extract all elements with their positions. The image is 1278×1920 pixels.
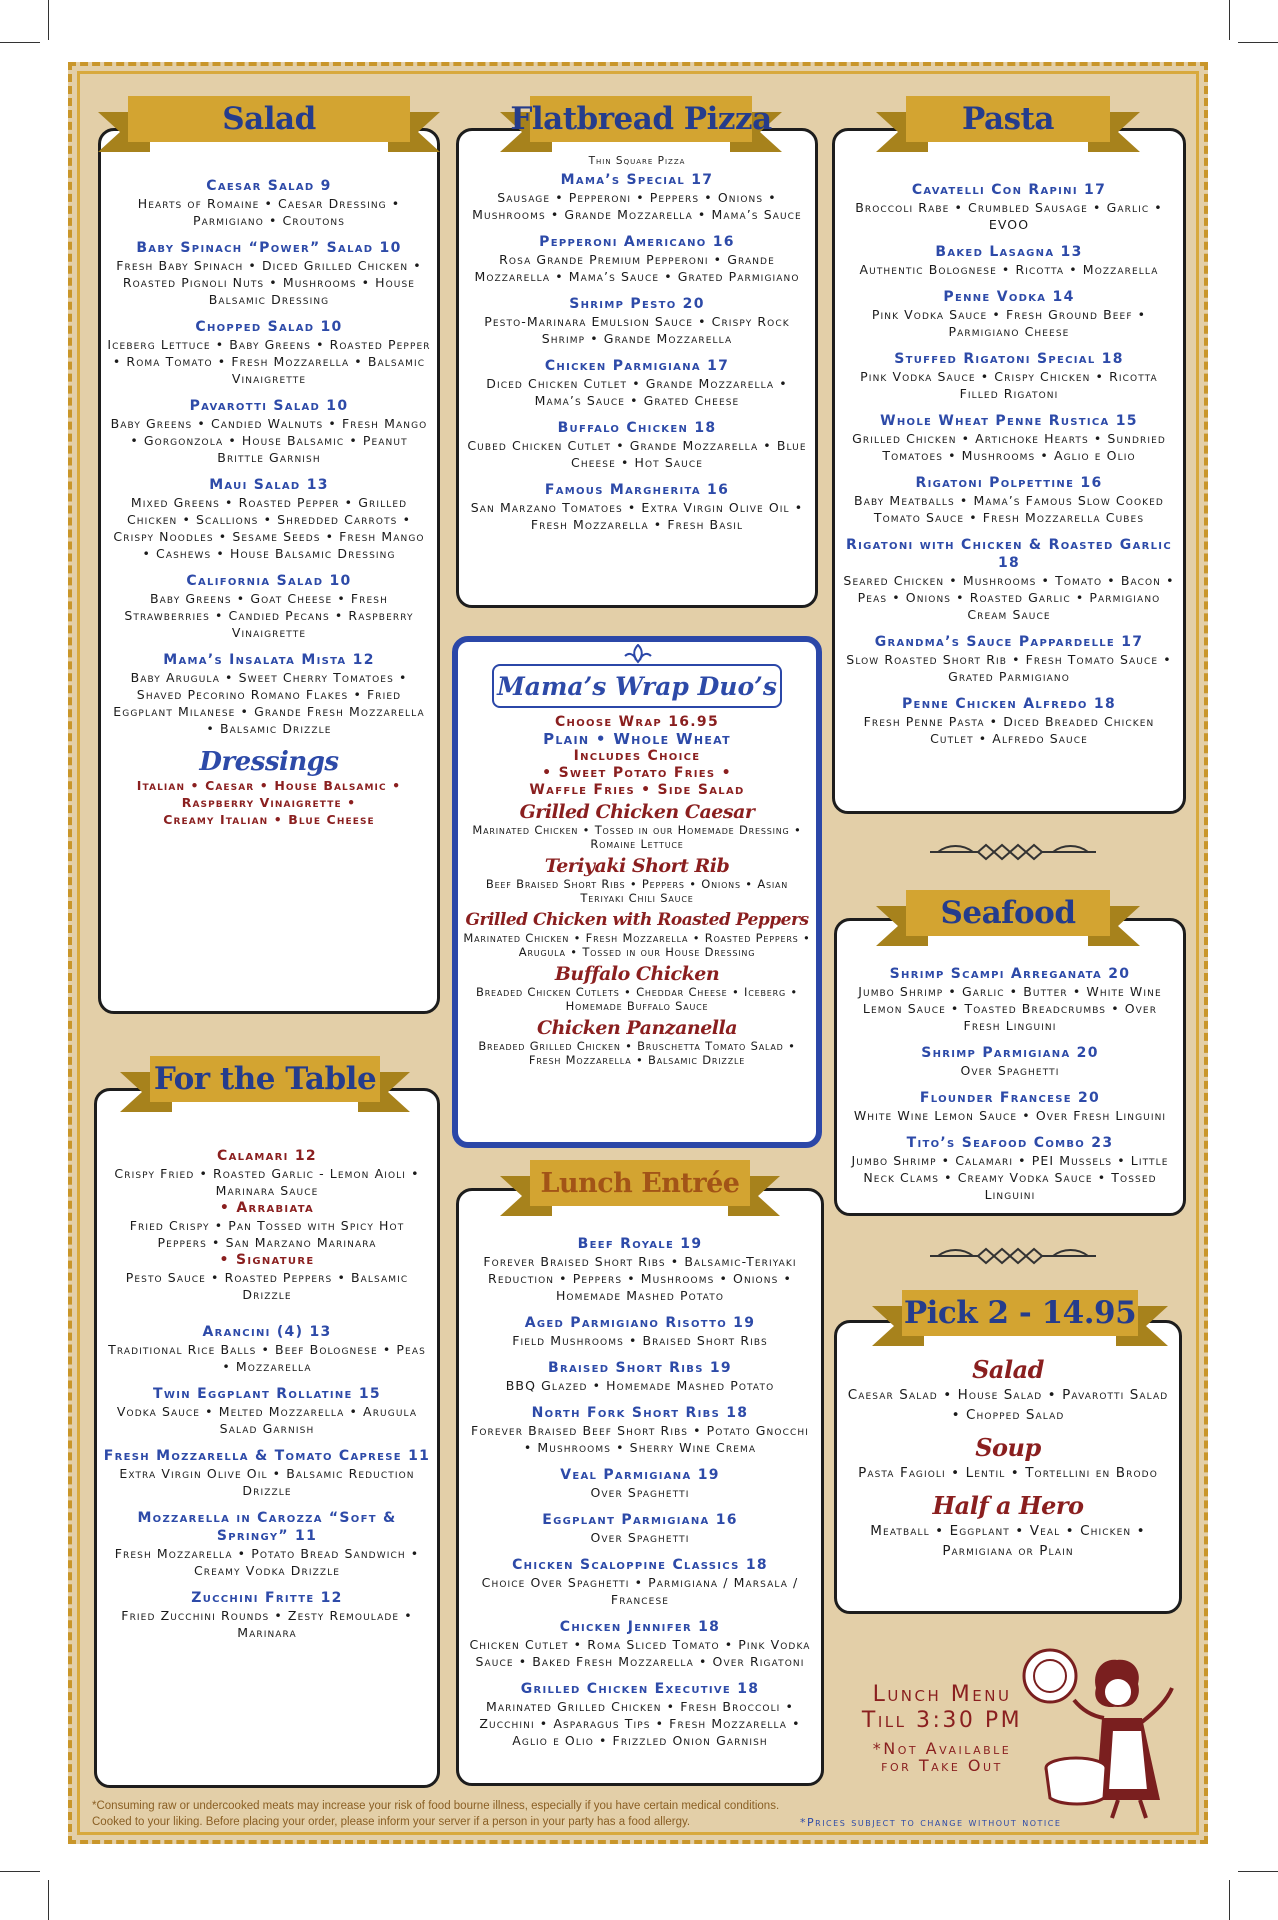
item-desc: Jumbo Shrimp • Garlic • Butter • White Wine Lemon Sauce • Toasted Breadcrumbs • Over Fresh Linguini	[858, 984, 1162, 1033]
lunch-entree-item	[465, 1511, 815, 1546]
wrap-name: Chicken Panzanella	[536, 1017, 738, 1039]
flatbread-subtitle: Thin Square Pizza	[588, 155, 686, 167]
item-desc: Baby Greens • Goat Cheese • Fresh Strawberries • Candied Pecans • Raspberry Vinaigrette	[124, 591, 414, 640]
item-desc: Fresh Penne Pasta • Diced Breaded Chicken Cutlet • Alfredo Sauce	[863, 714, 1155, 746]
flatbread-item	[465, 233, 809, 285]
item-name: Baked Lasagna 13	[935, 244, 1083, 260]
item-desc: Field Mushrooms • Braised Short Ribs	[512, 1333, 768, 1348]
salad-item	[107, 318, 431, 387]
item-desc: BBQ Glazed • Homemade Mashed Potato	[505, 1378, 775, 1393]
pasta-item	[841, 536, 1177, 623]
for-table-card	[94, 1088, 440, 1788]
item-desc: Vodka Sauce • Melted Mozzarella • Arugula Salad Garnish	[116, 1404, 418, 1436]
lunch-entree-card	[456, 1188, 824, 1786]
item-name: Twin Eggplant Rollatine 15	[153, 1386, 381, 1402]
for-table-ribbon	[120, 1056, 410, 1112]
seafood-item	[843, 1089, 1177, 1124]
item-desc: Sausage • Pepperoni • Peppers • Onions • Mushrooms • Grande Mozzarella • Mama’s Sauce	[472, 190, 802, 222]
item-name: Braised Short Ribs 19	[548, 1360, 732, 1376]
item-desc: Rosa Grande Premium Pepperoni • Grande Mozzarella • Mama’s Sauce • Grated Parmigiano	[474, 252, 800, 284]
wrap-name: Teriyaki Short Rib	[544, 855, 730, 877]
salad-item	[107, 239, 431, 308]
item-desc: Chicken Cutlet • Roma Sliced Tomato • Pink Vodka Sauce • Baked Fresh Mozzarella • Over Rigatoni	[469, 1637, 811, 1669]
wrap-desc: Marinated Chicken • Tossed in our Homemade Dressing • Romaine Lettuce	[472, 823, 802, 851]
dressings-line: Raspberry Vinaigrette •	[181, 795, 357, 810]
lunch-menu-line: for Take Out	[881, 1756, 1003, 1775]
lunch-entree-item	[465, 1618, 815, 1670]
item-desc: Hearts of Romaine • Caesar Dressing • Parmigiano • Croutons	[137, 196, 401, 228]
item-name: North Fork Short Ribs 18	[531, 1405, 749, 1421]
item-name: Grandma’s Sauce Pappardelle 17	[874, 634, 1144, 650]
calamari-option: • Signature	[219, 1252, 315, 1268]
lunch-menu-line: Till 3:30 PM	[861, 1708, 1023, 1733]
item-name: Shrimp Parmigiana 20	[921, 1045, 1099, 1061]
crop-mark	[48, 0, 49, 40]
item-desc: Pesto-Marinara Emulsion Sauce • Crispy Rock Shrimp • Grande Mozzarella	[484, 314, 790, 346]
fleur-ornament	[623, 644, 653, 664]
item-desc: Traditional Rice Balls • Beef Bolognese • Peas • Mozzarella	[108, 1342, 426, 1374]
seafood-item	[843, 965, 1177, 1034]
wrap-name: Grilled Chicken Caesar	[519, 801, 755, 823]
item-name: Shrimp Pesto 20	[569, 296, 705, 312]
crop-mark	[0, 1871, 40, 1872]
salad-ribbon	[98, 96, 440, 152]
pasta-item	[841, 474, 1177, 526]
dressings-title: Dressings	[199, 747, 339, 777]
item-name: Mozzarella in Carozza “Soft & Springy” 11	[137, 1510, 397, 1544]
item-desc: Diced Chicken Cutlet • Grande Mozzarella • Mama’s Sauce • Grated Cheese	[486, 376, 788, 408]
for-table-item	[103, 1589, 431, 1641]
item-desc: Jumbo Shrimp • Calamari • PEI Mussels • Little Neck Clams • Creamy Vodka Sauce • Tossed Linguini	[851, 1153, 1169, 1202]
item-desc: Fried Zucchini Rounds • Zesty Remoulade • Marinara	[121, 1608, 413, 1640]
flatbread-item	[465, 419, 809, 471]
salad-items	[101, 177, 437, 737]
item-desc: Baby Arugula • Sweet Cherry Tomatoes • Shaved Pecorino Romano Flakes • Fried Eggplant Milanese • Grande Fresh Mozzarella • Balsamic Drizzle	[113, 670, 425, 736]
lunch-entree-item	[465, 1404, 815, 1456]
section-title: Pick 2 - 14.95	[902, 1290, 1138, 1336]
item-name: Shrimp Scampi Arreganata 20	[889, 966, 1131, 982]
pasta-items	[835, 181, 1183, 747]
item-name: Fresh Mozzarella & Tomato Caprese 11	[103, 1448, 431, 1464]
dressings-list	[101, 777, 437, 828]
wrap-card	[452, 636, 822, 1148]
wrap-sides: Waffle Fries • Side Salad	[529, 782, 745, 798]
item-desc: San Marzano Tomatoes • Extra Virgin Olive Oil • Fresh Mozzarella • Fresh Basil	[470, 500, 804, 532]
item-desc: Over Spaghetti	[960, 1063, 1060, 1078]
wrap-desc: Marinated Chicken • Fresh Mozzarella • Roasted Peppers • Arugula • Tossed in our House Dressing	[463, 931, 811, 959]
pasta-item	[841, 181, 1177, 233]
flatbread-card	[456, 128, 818, 608]
item-desc: Over Spaghetti	[590, 1530, 690, 1545]
flatbread-item	[465, 171, 809, 223]
lunch-menu-note	[832, 1682, 1052, 1774]
item-name: Penne Vodka 14	[943, 289, 1075, 305]
lunch-entree-item	[465, 1235, 815, 1304]
seafood-ribbon	[876, 890, 1140, 946]
pasta-item	[841, 633, 1177, 685]
item-desc: Baby Greens • Candied Walnuts • Fresh Mango • Gorgonzola • House Balsamic • Peanut Brittle Garnish	[110, 416, 428, 465]
flatbread-item	[465, 357, 809, 409]
item-name: Maui Salad 13	[209, 477, 329, 493]
crop-mark	[0, 42, 40, 43]
item-name: Pepperoni Americano 16	[539, 234, 735, 250]
item-name: Baby Spinach “Power” Salad 10	[136, 240, 402, 256]
item-desc: Forever Braised Beef Short Ribs • Potato Gnocchi • Mushrooms • Sherry Wine Crema	[471, 1423, 809, 1455]
crop-mark	[1229, 0, 1230, 40]
crop-mark	[1238, 42, 1278, 43]
wrap-desc: Breaded Grilled Chicken • Bruschetta Tomato Salad • Fresh Mozzarella • Balsamic Drizzle	[478, 1039, 796, 1067]
seafood-card	[834, 918, 1186, 1216]
item-name: Arancini (4) 13	[202, 1324, 332, 1340]
allergy-warning: Cooked to your liking. Before placing your order, please inform your server if a person in your party has a food allergy.	[92, 1816, 691, 1828]
pick2-group-name: Soup	[975, 1433, 1041, 1462]
item-desc: Slow Roasted Short Rib • Fresh Tomato Sauce • Grated Parmigiano	[846, 652, 1172, 684]
wrap-choose: Choose Wrap 16.95	[554, 714, 720, 730]
item-desc: Over Spaghetti	[590, 1485, 690, 1500]
lunch-entree-item	[465, 1359, 815, 1394]
pick2-group-name: Half a Hero	[932, 1491, 1084, 1520]
lunch-entree-item	[465, 1314, 815, 1349]
item-name: Calamari 12	[217, 1148, 317, 1164]
pick2-card	[834, 1320, 1182, 1614]
section-title: Salad	[128, 96, 410, 142]
item-desc: Grilled Chicken • Artichoke Hearts • Sundried Tomatoes • Mushrooms • Aglio e Olio	[852, 431, 1166, 463]
wrap-name: Grilled Chicken with Roasted Peppers	[465, 910, 809, 930]
flatbread-ribbon	[500, 96, 782, 152]
lunch-entree-items	[459, 1235, 821, 1749]
lunch-entree-ribbon	[500, 1160, 780, 1216]
item-name: Pavarotti Salad 10	[189, 398, 349, 414]
pick2-group-desc: Meatball • Eggplant • Veal • Chicken • Parmigiana or Plain	[870, 1523, 1146, 1559]
salad-item	[107, 651, 431, 737]
item-desc: Authentic Bolognese • Ricotta • Mozzarella	[859, 262, 1159, 277]
item-name: Mama’s Insalata Mista 12	[163, 652, 375, 668]
section-title: Lunch Entrée	[530, 1160, 750, 1206]
pasta-item	[841, 288, 1177, 340]
crop-mark	[1238, 1871, 1278, 1872]
item-desc: White Wine Lemon Sauce • Over Fresh Linguini	[853, 1108, 1167, 1123]
item-desc: Baby Meatballs • Mama’s Famous Slow Cooked Tomato Sauce • Fresh Mozzarella Cubes	[854, 493, 1164, 525]
flatbread-item	[465, 295, 809, 347]
item-desc: Iceberg Lettuce • Baby Greens • Roasted Pepper • Roma Tomato • Fresh Mozzarella • Balsamic Vinaigrette	[107, 337, 431, 386]
pasta-card	[832, 128, 1186, 814]
salad-item	[107, 397, 431, 466]
dressings-line: Creamy Italian • Blue Cheese	[163, 812, 375, 827]
salad-item	[107, 476, 431, 562]
section-title: For the Table	[150, 1056, 380, 1102]
item-name: Aged Parmigiano Risotto 19	[524, 1315, 756, 1331]
item-name: Chicken Parmigiana 17	[544, 358, 730, 374]
seafood-item	[843, 1134, 1177, 1203]
item-desc: Mixed Greens • Roasted Pepper • Grilled Chicken • Scallions • Shredded Carrots • Crispy Noodles • Sesame Seeds • Fresh Mango • Cashews • House Balsamic Dressing	[113, 495, 425, 561]
wrap-name: Buffalo Chicken	[554, 963, 720, 985]
item-name: Zucchini Fritte 12	[191, 1590, 343, 1606]
mama-chef-illustration	[1022, 1640, 1192, 1820]
flatbread-items	[459, 171, 815, 533]
item-name: Chicken Scaloppine Classics 18	[512, 1557, 768, 1573]
wrap-sides: • Sweet Potato Fries •	[542, 765, 732, 781]
pick2-group-desc: Pasta Fagioli • Lentil • Tortellini en Brodo	[858, 1465, 1158, 1481]
item-name: Rigatoni with Chicken & Roasted Garlic 18	[846, 537, 1172, 571]
item-desc: Choice Over Spaghetti • Parmigiana / Marsala / Francese	[481, 1575, 799, 1607]
item-name: Veal Parmigiana 19	[560, 1467, 720, 1483]
pasta-item	[841, 695, 1177, 747]
item-desc: Pink Vodka Sauce • Crispy Chicken • Ricotta Filled Rigatoni	[860, 369, 1158, 401]
pick2-ribbon	[872, 1290, 1168, 1346]
item-desc: Fried Crispy • Pan Tossed with Spicy Hot Peppers • San Marzano Marinara	[129, 1218, 405, 1250]
crop-mark	[48, 1880, 49, 1920]
dressings-line: Italian • Caesar • House Balsamic •	[136, 778, 402, 793]
lunch-entree-item	[465, 1556, 815, 1608]
item-name: Famous Margherita 16	[544, 482, 730, 498]
item-desc: Crispy Fried • Roasted Garlic - Lemon Aioli • Marinara Sauce	[114, 1166, 420, 1198]
item-name: Mama’s Special 17	[560, 172, 714, 188]
pick2-group-name: Salad	[972, 1355, 1044, 1384]
prices-note: *Prices subject to change without notice	[800, 1816, 1062, 1829]
for-table-item	[103, 1385, 431, 1437]
for-table-item	[103, 1447, 431, 1499]
calamari-option: • Arrabiata	[219, 1200, 315, 1216]
item-desc: Cubed Chicken Cutlet • Grande Mozzarella • Blue Cheese • Hot Sauce	[467, 438, 807, 470]
pasta-item	[841, 243, 1177, 278]
salad-card	[98, 128, 440, 1014]
item-name: Buffalo Chicken 18	[557, 420, 717, 436]
item-name: Rigatoni Polpettine 16	[915, 475, 1103, 491]
pick2-group-desc: Caesar Salad • House Salad • Pavarotti Salad • Chopped Salad	[847, 1387, 1169, 1423]
seafood-items	[837, 965, 1183, 1203]
item-name: Eggplant Parmigiana 16	[542, 1512, 738, 1528]
ornament-divider	[928, 842, 1098, 862]
seafood-item	[843, 1044, 1177, 1079]
item-name: California Salad 10	[186, 573, 352, 589]
wrap-bread: Plain • Whole Wheat	[543, 730, 731, 748]
pasta-ribbon	[876, 96, 1140, 152]
item-desc: Seared Chicken • Mushrooms • Tomato • Bacon • Peas • Onions • Roasted Garlic • Parmigiano Cream Sauce	[843, 573, 1175, 622]
ornament-divider	[928, 1246, 1098, 1266]
pasta-item	[841, 412, 1177, 464]
wrap-items	[458, 801, 816, 1067]
crop-mark	[1229, 1880, 1230, 1920]
item-name: Tito’s Seafood Combo 23	[906, 1135, 1114, 1151]
for-table-item	[103, 1323, 431, 1375]
item-name: Penne Chicken Alfredo 18	[902, 696, 1116, 712]
lunch-menu-line: Lunch Menu	[872, 1682, 1012, 1707]
salad-item	[107, 177, 431, 229]
item-name: Flounder Francese 20	[919, 1090, 1101, 1106]
item-desc: Marinated Grilled Chicken • Fresh Broccoli • Zucchini • Asparagus Tips • Fresh Mozzarella • Aglio e Olio • Frizzled Onion Garnish	[479, 1699, 801, 1748]
item-name: Chopped Salad 10	[195, 319, 343, 335]
item-name: Beef Royale 19	[577, 1236, 703, 1252]
item-name: Whole Wheat Penne Rustica 15	[880, 413, 1138, 429]
menu-item-calamari	[103, 1147, 431, 1303]
item-desc: Pink Vodka Sauce • Fresh Ground Beef • Parmigiano Cheese	[871, 307, 1147, 339]
item-desc: Forever Braised Short Ribs • Balsamic-Teriyaki Reduction • Peppers • Mushrooms • Onions • Homemade Mashed Potato	[483, 1254, 797, 1303]
lunch-entree-item	[465, 1466, 815, 1501]
item-name: Chicken Jennifer 18	[559, 1619, 721, 1635]
item-name: Caesar Salad 9	[206, 178, 332, 194]
for-table-item	[103, 1509, 431, 1579]
pick2-groups	[837, 1355, 1179, 1561]
item-name: Stuffed Rigatoni Special 18	[894, 351, 1124, 367]
wrap-desc: Beef Braised Short Ribs • Peppers • Onions • Asian Teriyaki Chili Sauce	[485, 877, 789, 905]
pasta-item	[841, 350, 1177, 402]
lunch-menu-line: *Not Available	[872, 1739, 1012, 1758]
wrap-desc: Breaded Chicken Cutlets • Cheddar Cheese • Iceberg • Homemade Buffalo Sauce	[476, 985, 798, 1013]
item-desc: Pesto Sauce • Roasted Peppers • Balsamic Drizzle	[125, 1270, 409, 1302]
wrap-title: Mama’s Wrap Duo’s	[492, 664, 782, 708]
for-table-items	[97, 1323, 437, 1641]
item-name: Grilled Chicken Executive 18	[520, 1681, 760, 1697]
allergy-warning: *Consuming raw or undercooked meats may increase your risk of food bourne illness, especially if you have certain medical conditions.	[92, 1800, 780, 1812]
wrap-includes: Includes Choice	[573, 748, 701, 764]
section-title: Seafood	[906, 890, 1110, 936]
flatbread-item	[465, 481, 809, 533]
item-desc: Fresh Mozzarella • Potato Bread Sandwich • Creamy Vodka Drizzle	[114, 1546, 420, 1578]
section-title: Pasta	[906, 96, 1110, 142]
item-desc: Extra Virgin Olive Oil • Balsamic Reduction Drizzle	[119, 1466, 415, 1498]
item-name: Cavatelli Con Rapini 17	[911, 182, 1107, 198]
item-desc: Fresh Baby Spinach • Diced Grilled Chicken • Roasted Pignoli Nuts • Mushrooms • House Balsamic Dressing	[116, 258, 422, 307]
section-title: Flatbread Pizza	[530, 96, 752, 142]
item-desc: Broccoli Rabe • Crumbled Sausage • Garlic • EVOO	[855, 200, 1163, 232]
salad-item	[107, 572, 431, 641]
lunch-entree-item	[465, 1680, 815, 1749]
